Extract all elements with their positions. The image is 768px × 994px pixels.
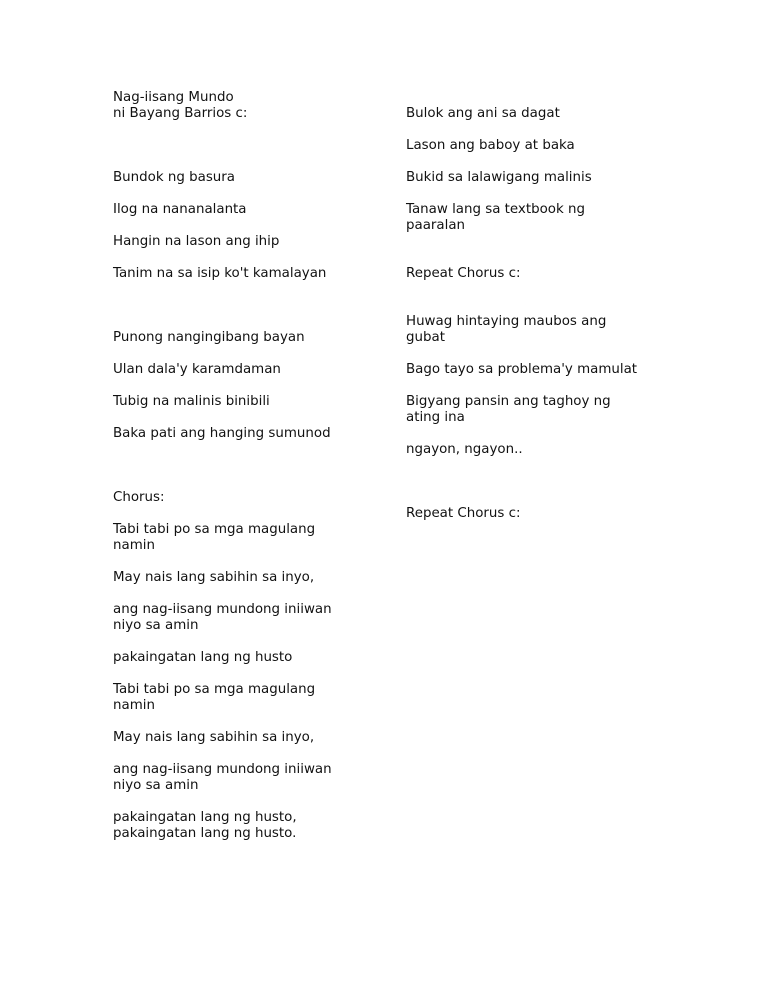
repeat-chorus-note: Repeat Chorus c: [406,266,521,281]
lyric-line: Ilog na nananalanta [113,202,247,217]
lyric-line: gubat [406,330,445,345]
lyric-line: Bundok ng basura [113,170,235,185]
lyric-line: Bigyang pansin ang taghoy ng [406,394,611,409]
right-column [406,106,656,522]
lyric-line: Punong nangingibang bayan [113,330,305,345]
lyric-line: Ulan dala'y karamdaman [113,362,281,377]
lyric-line: ngayon, ngayon.. [406,442,523,457]
lyric-line: Bago tayo sa problema'y mamulat [406,362,638,377]
lyric-line: Hangin na lason ang ihip [113,234,280,249]
left-column [113,90,363,842]
song-byline: ni Bayang Barrios c: [113,106,248,121]
chorus-label: Chorus: [113,490,165,505]
lyric-line: May nais lang sabihin sa inyo, [113,570,315,585]
lyric-line: Tanim na sa isip ko't kamalayan [113,266,327,281]
lyric-line: Tabi tabi po sa mga magulang [113,522,316,537]
lyric-line: Baka pati ang hanging sumunod [113,426,331,441]
lyric-line: Bukid sa lalawigang malinis [406,170,592,185]
lyric-line: Tubig na malinis binibili [113,394,270,409]
lyric-line: pakaingatan lang ng husto [113,650,293,665]
lyric-line: Tanaw lang sa textbook ng [406,202,585,217]
lyric-line: ang nag-iisang mundong iniiwan [113,602,332,617]
lyric-line: ating ina [406,410,465,425]
lyric-line: Lason ang baboy at baka [406,138,575,153]
lyric-line: Bulok ang ani sa dagat [406,106,560,121]
lyric-line: niyo sa amin [113,618,199,633]
song-title: Nag-iisang Mundo [113,90,234,105]
lyric-line: namin [113,698,155,713]
lyric-line: paaralan [406,218,466,233]
lyric-line: Huwag hintaying maubos ang [406,314,607,329]
lyric-line: niyo sa amin [113,778,199,793]
repeat-chorus-note: Repeat Chorus c: [406,506,521,521]
lyric-line: Tabi tabi po sa mga magulang [113,682,316,697]
lyric-line: ang nag-iisang mundong iniiwan [113,762,332,777]
lyric-line: May nais lang sabihin sa inyo, [113,730,315,745]
lyric-line: pakaingatan lang ng husto, [113,810,297,825]
lyric-line: namin [113,538,155,553]
lyric-line: pakaingatan lang ng husto. [113,826,297,841]
